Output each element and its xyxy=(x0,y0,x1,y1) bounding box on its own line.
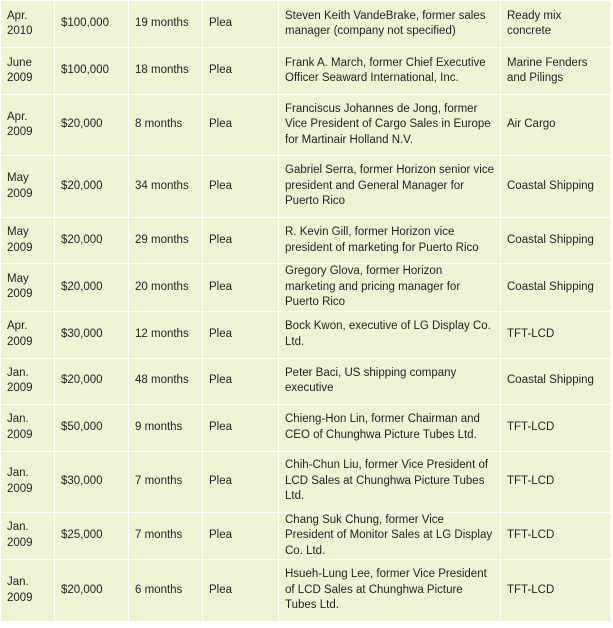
date-cell: May 2009 xyxy=(1,218,55,264)
industry-cell: Air Cargo xyxy=(501,95,612,156)
fine-cell: $20,000 xyxy=(55,560,129,622)
plea-cell: Plea xyxy=(203,156,279,218)
industry-cell: Ready mix concrete xyxy=(501,1,612,48)
date-cell: June 2009 xyxy=(1,48,55,95)
plea-cell: Plea xyxy=(203,218,279,264)
table-row xyxy=(1,48,612,95)
defendant-cell: Gabriel Serra, former Horizon senior vice president and General Manager for Puerto Rico xyxy=(279,156,501,218)
date-cell: Apr. 2010 xyxy=(1,1,55,48)
table-row xyxy=(1,512,612,560)
date-cell: Jan. 2009 xyxy=(1,404,55,451)
table-row xyxy=(1,95,612,156)
table-row xyxy=(1,404,612,451)
industry-cell: Coastal Shipping xyxy=(501,264,612,312)
prison-term-cell: 29 months xyxy=(129,218,203,264)
date-cell: May 2009 xyxy=(1,156,55,218)
plea-cell: Plea xyxy=(203,512,279,560)
plea-cell: Plea xyxy=(203,95,279,156)
prison-term-cell: 12 months xyxy=(129,311,203,358)
industry-cell: Marine Fenders and Pilings xyxy=(501,48,612,95)
table-body xyxy=(1,1,612,622)
date-cell: Jan. 2009 xyxy=(1,358,55,404)
fine-cell: $30,000 xyxy=(55,451,129,512)
plea-cell: Plea xyxy=(203,451,279,512)
fine-cell: $25,000 xyxy=(55,512,129,560)
date-cell: Jan. 2009 xyxy=(1,512,55,560)
defendant-cell: Chieng-Hon Lin, former Chairman and CEO of Chunghwa Picture Tubes Ltd. xyxy=(279,404,501,451)
prison-term-cell: 7 months xyxy=(129,451,203,512)
table-row xyxy=(1,1,612,48)
industry-cell: TFT-LCD xyxy=(501,311,612,358)
fine-cell: $30,000 xyxy=(55,311,129,358)
industry-cell: TFT-LCD xyxy=(501,512,612,560)
defendant-cell: Bock Kwon, executive of LG Display Co. Ltd. xyxy=(279,311,501,358)
fine-cell: $20,000 xyxy=(55,358,129,404)
date-cell: Apr. 2009 xyxy=(1,311,55,358)
defendant-cell: R. Kevin Gill, former Horizon vice president of marketing for Puerto Rico xyxy=(279,218,501,264)
date-cell: Jan. 2009 xyxy=(1,451,55,512)
defendant-cell: Chang Suk Chung, former Vice President of Monitor Sales at LG Display Co. Ltd. xyxy=(279,512,501,560)
defendant-cell: Peter Baci, US shipping company executive xyxy=(279,358,501,404)
plea-cell: Plea xyxy=(203,404,279,451)
date-cell: Jan. 2009 xyxy=(1,560,55,622)
fine-cell: $20,000 xyxy=(55,264,129,312)
fine-cell: $20,000 xyxy=(55,156,129,218)
fine-cell: $100,000 xyxy=(55,1,129,48)
defendant-cell: Franciscus Johannes de Jong, former Vice President of Cargo Sales in Europe for Martinair Holland N.V. xyxy=(279,95,501,156)
prison-term-cell: 19 months xyxy=(129,1,203,48)
plea-cell: Plea xyxy=(203,560,279,622)
fine-cell: $50,000 xyxy=(55,404,129,451)
industry-cell: Coastal Shipping xyxy=(501,156,612,218)
plea-cell: Plea xyxy=(203,1,279,48)
date-cell: Apr. 2009 xyxy=(1,95,55,156)
plea-cell: Plea xyxy=(203,358,279,404)
table-row xyxy=(1,311,612,358)
prison-term-cell: 20 months xyxy=(129,264,203,312)
industry-cell: Coastal Shipping xyxy=(501,218,612,264)
defendant-cell: Hsueh-Lung Lee, former Vice President of LCD Sales at Chunghwa Picture Tubes Ltd. xyxy=(279,560,501,622)
table-row xyxy=(1,358,612,404)
defendant-cell: Gregory Glova, former Horizon marketing and pricing manager for Puerto Rico xyxy=(279,264,501,312)
prison-term-cell: 6 months xyxy=(129,560,203,622)
prison-term-cell: 48 months xyxy=(129,358,203,404)
fine-cell: $100,000 xyxy=(55,48,129,95)
prison-term-cell: 18 months xyxy=(129,48,203,95)
table-row xyxy=(1,218,612,264)
industry-cell: TFT-LCD xyxy=(501,404,612,451)
date-cell: May 2009 xyxy=(1,264,55,312)
plea-cell: Plea xyxy=(203,264,279,312)
defendant-cell: Steven Keith VandeBrake, former sales manager (company not specified) xyxy=(279,1,501,48)
plea-cell: Plea xyxy=(203,48,279,95)
prison-term-cell: 7 months xyxy=(129,512,203,560)
prison-term-cell: 34 months xyxy=(129,156,203,218)
table-row xyxy=(1,560,612,622)
industry-cell: TFT-LCD xyxy=(501,560,612,622)
prison-term-cell: 8 months xyxy=(129,95,203,156)
industry-cell: Coastal Shipping xyxy=(501,358,612,404)
defendant-cell: Chih-Chun Liu, former Vice President of LCD Sales at Chunghwa Picture Tubes Ltd. xyxy=(279,451,501,512)
table-row xyxy=(1,156,612,218)
table-row xyxy=(1,451,612,512)
plea-cell: Plea xyxy=(203,311,279,358)
table-row xyxy=(1,264,612,312)
prison-term-cell: 9 months xyxy=(129,404,203,451)
industry-cell: TFT-LCD xyxy=(501,451,612,512)
fine-cell: $20,000 xyxy=(55,95,129,156)
defendant-cell: Frank A. March, former Chief Executive Officer Seaward International, Inc. xyxy=(279,48,501,95)
fine-cell: $20,000 xyxy=(55,218,129,264)
